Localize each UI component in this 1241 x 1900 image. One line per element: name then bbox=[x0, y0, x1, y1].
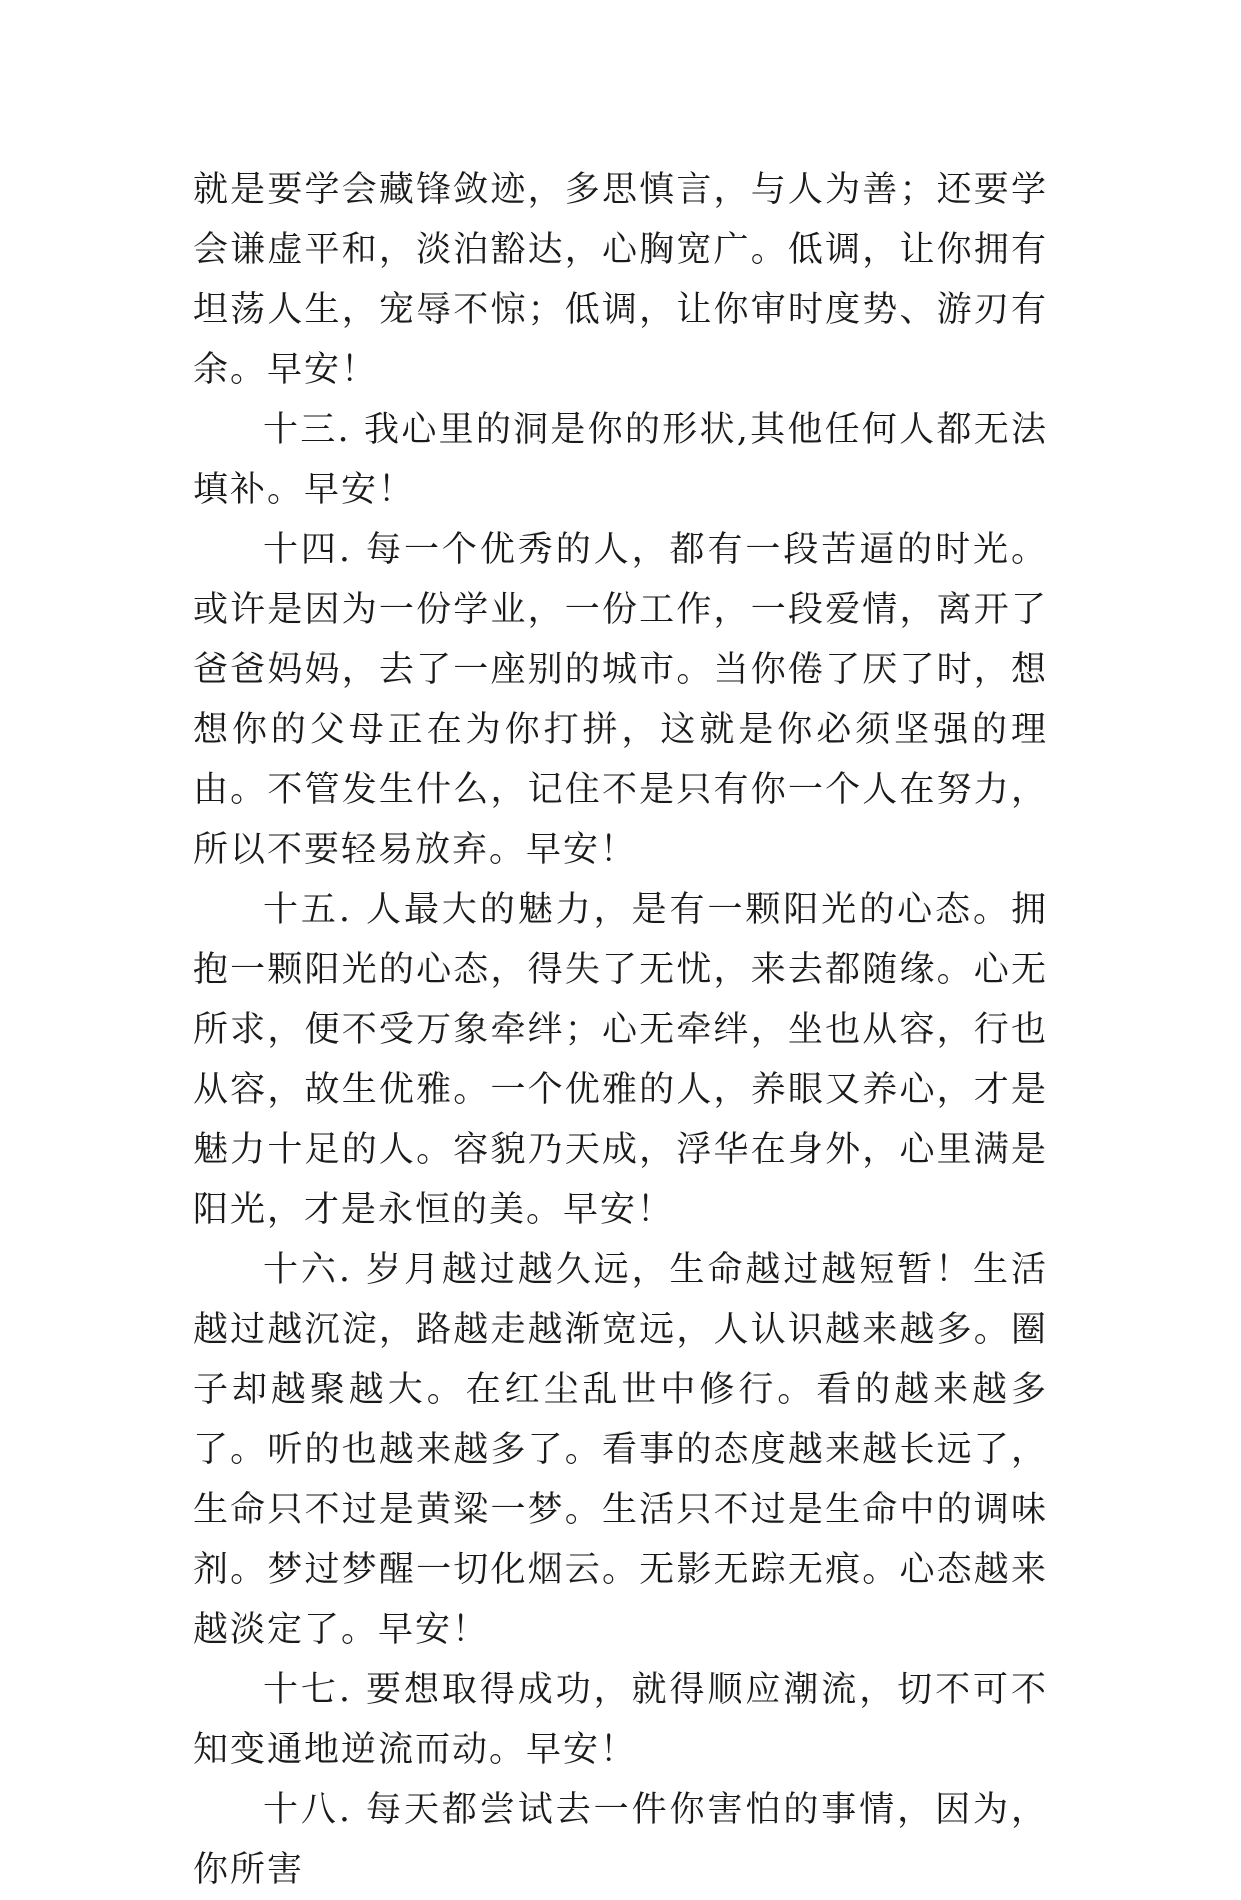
paragraph-continued: 就是要学会藏锋敛迹，多思慎言，与人为善；还要学会谦虚平和，淡泊豁达，心胸宽广。低调，让你拥有坦荡人生，宠辱不惊；低调，让你审时度势、游刃有余。早安！ bbox=[193, 170, 1048, 390]
document-body bbox=[193, 160, 1048, 1900]
paragraph-15: 十五. 人最大的魅力，是有一颗阳光的心态。拥抱一颗阳光的心态，得失了无忧，来去都随缘。心无所求，便不受万象牵绊；心无牵绊，坐也从容，行也从容，故生优雅。一个优雅的人，养眼又养心，才是魅力十足的人。容貌乃天成，浮华在身外，心里满是阳光，才是永恒的美。早安！ bbox=[193, 890, 1048, 1230]
paragraph-16: 十六. 岁月越过越久远，生命越过越短暂！生活越过越沉淀，路越走越渐宽远，人认识越来越多。圈子却越聚越大。在红尘乱世中修行。看的越来越多了。听的也越来越多了。看事的态度越来越长远了，生命只不过是黄粱一梦。生活只不过是生命中的调味剂。梦过梦醒一切化烟云。无影无踪无痕。心态越来越淡定了。早安！ bbox=[193, 1250, 1048, 1650]
paragraph-18: 十八. 每天都尝试去一件你害怕的事情，因为，你所害 bbox=[193, 1790, 1048, 1890]
paragraph-17: 十七. 要想取得成功，就得顺应潮流，切不可不知变通地逆流而动。早安！ bbox=[193, 1670, 1048, 1770]
paragraph-14: 十四. 每一个优秀的人，都有一段苦逼的时光。或许是因为一份学业，一份工作，一段爱情，离开了爸爸妈妈，去了一座别的城市。当你倦了厌了时，想想你的父母正在为你打拼，这就是你必须坚强的理由。不管发生什么，记住不是只有你一个人在努力，所以不要轻易放弃。早安！ bbox=[193, 530, 1048, 870]
paragraph-13: 十三. 我心里的洞是你的形状,其他任何人都无法填补。早安！ bbox=[193, 410, 1048, 510]
